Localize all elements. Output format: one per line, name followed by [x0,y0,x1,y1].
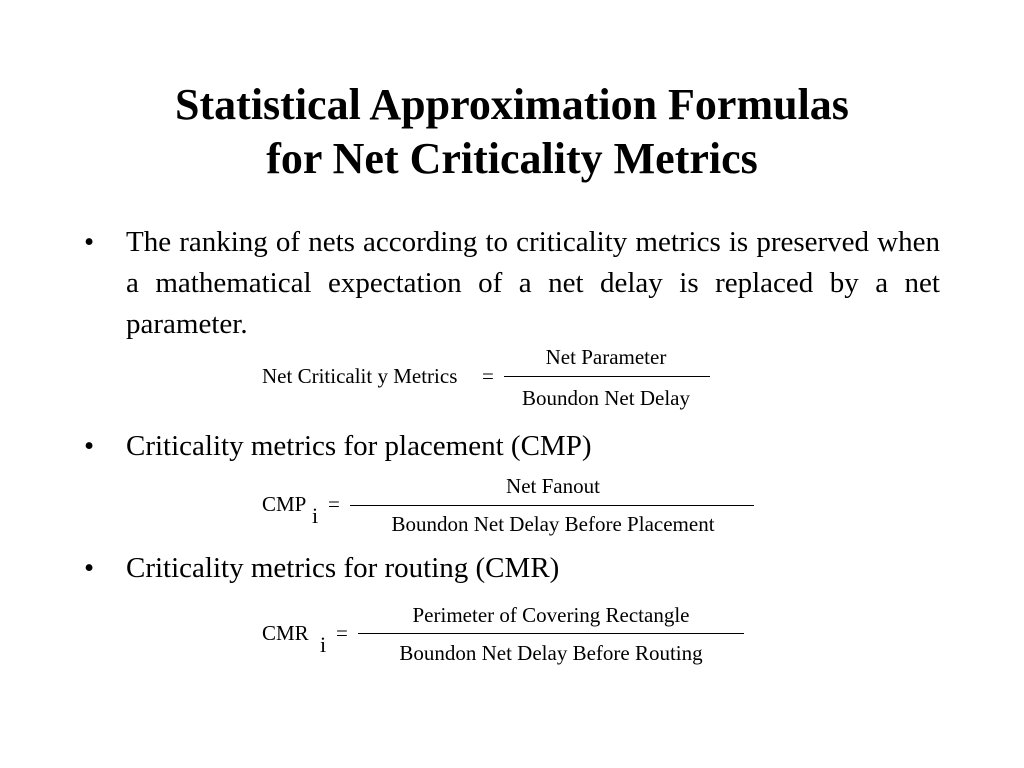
bullet-item-cmr [84,548,940,589]
bullet-text-cmr: Criticality metrics for routing (CMR) [126,552,560,584]
formula-cmr-equals: = [336,621,348,645]
formula-cmr-subscript: i [320,632,327,657]
formula-ncm-denominator: Boundon Net Delay [522,386,690,410]
formula-cmp-lhs: CMP [262,492,307,516]
bullet-dot-icon: • [84,430,95,462]
formula-cmp-numerator: Net Fanout [506,474,600,498]
formula-ncm-fraction-bar [504,376,710,377]
formula-cmp-equals: = [328,492,340,516]
slide-title [0,78,1024,186]
formula-cmr-lhs: CMR [262,621,309,645]
bullet-dot-icon: • [84,552,95,584]
bullet-text-ranking: The ranking of nets according to criticality metrics is preserved when a mathematical expectation of a net delay is replaced by a net parameter. [126,226,940,340]
formula-ncm-numerator: Net Parameter [545,345,667,369]
bullet-text-cmp: Criticality metrics for placement (CMP) [126,430,592,462]
formula-ncm-equals: = [482,364,494,388]
bullet-item-ranking [84,222,940,345]
formula-cmp-subscript: i [312,503,319,528]
formula-cmr-denominator: Boundon Net Delay Before Routing [399,641,703,665]
formula-cmp-fraction-bar [350,505,754,506]
formula-ncm-lhs: Net Criticalit y Metrics [262,364,458,388]
slide-title-line-2: for Net Criticality Metrics [266,134,758,183]
formula-cmr-numerator: Perimeter of Covering Rectangle [412,603,690,627]
formula-cmp-denominator: Boundon Net Delay Before Placement [391,512,715,536]
bullet-dot-icon: • [84,226,95,258]
bullet-item-cmp [84,426,940,467]
formula-cmr-fraction-bar [358,633,744,634]
slide-title-line-1: Statistical Approximation Formulas [175,80,849,129]
